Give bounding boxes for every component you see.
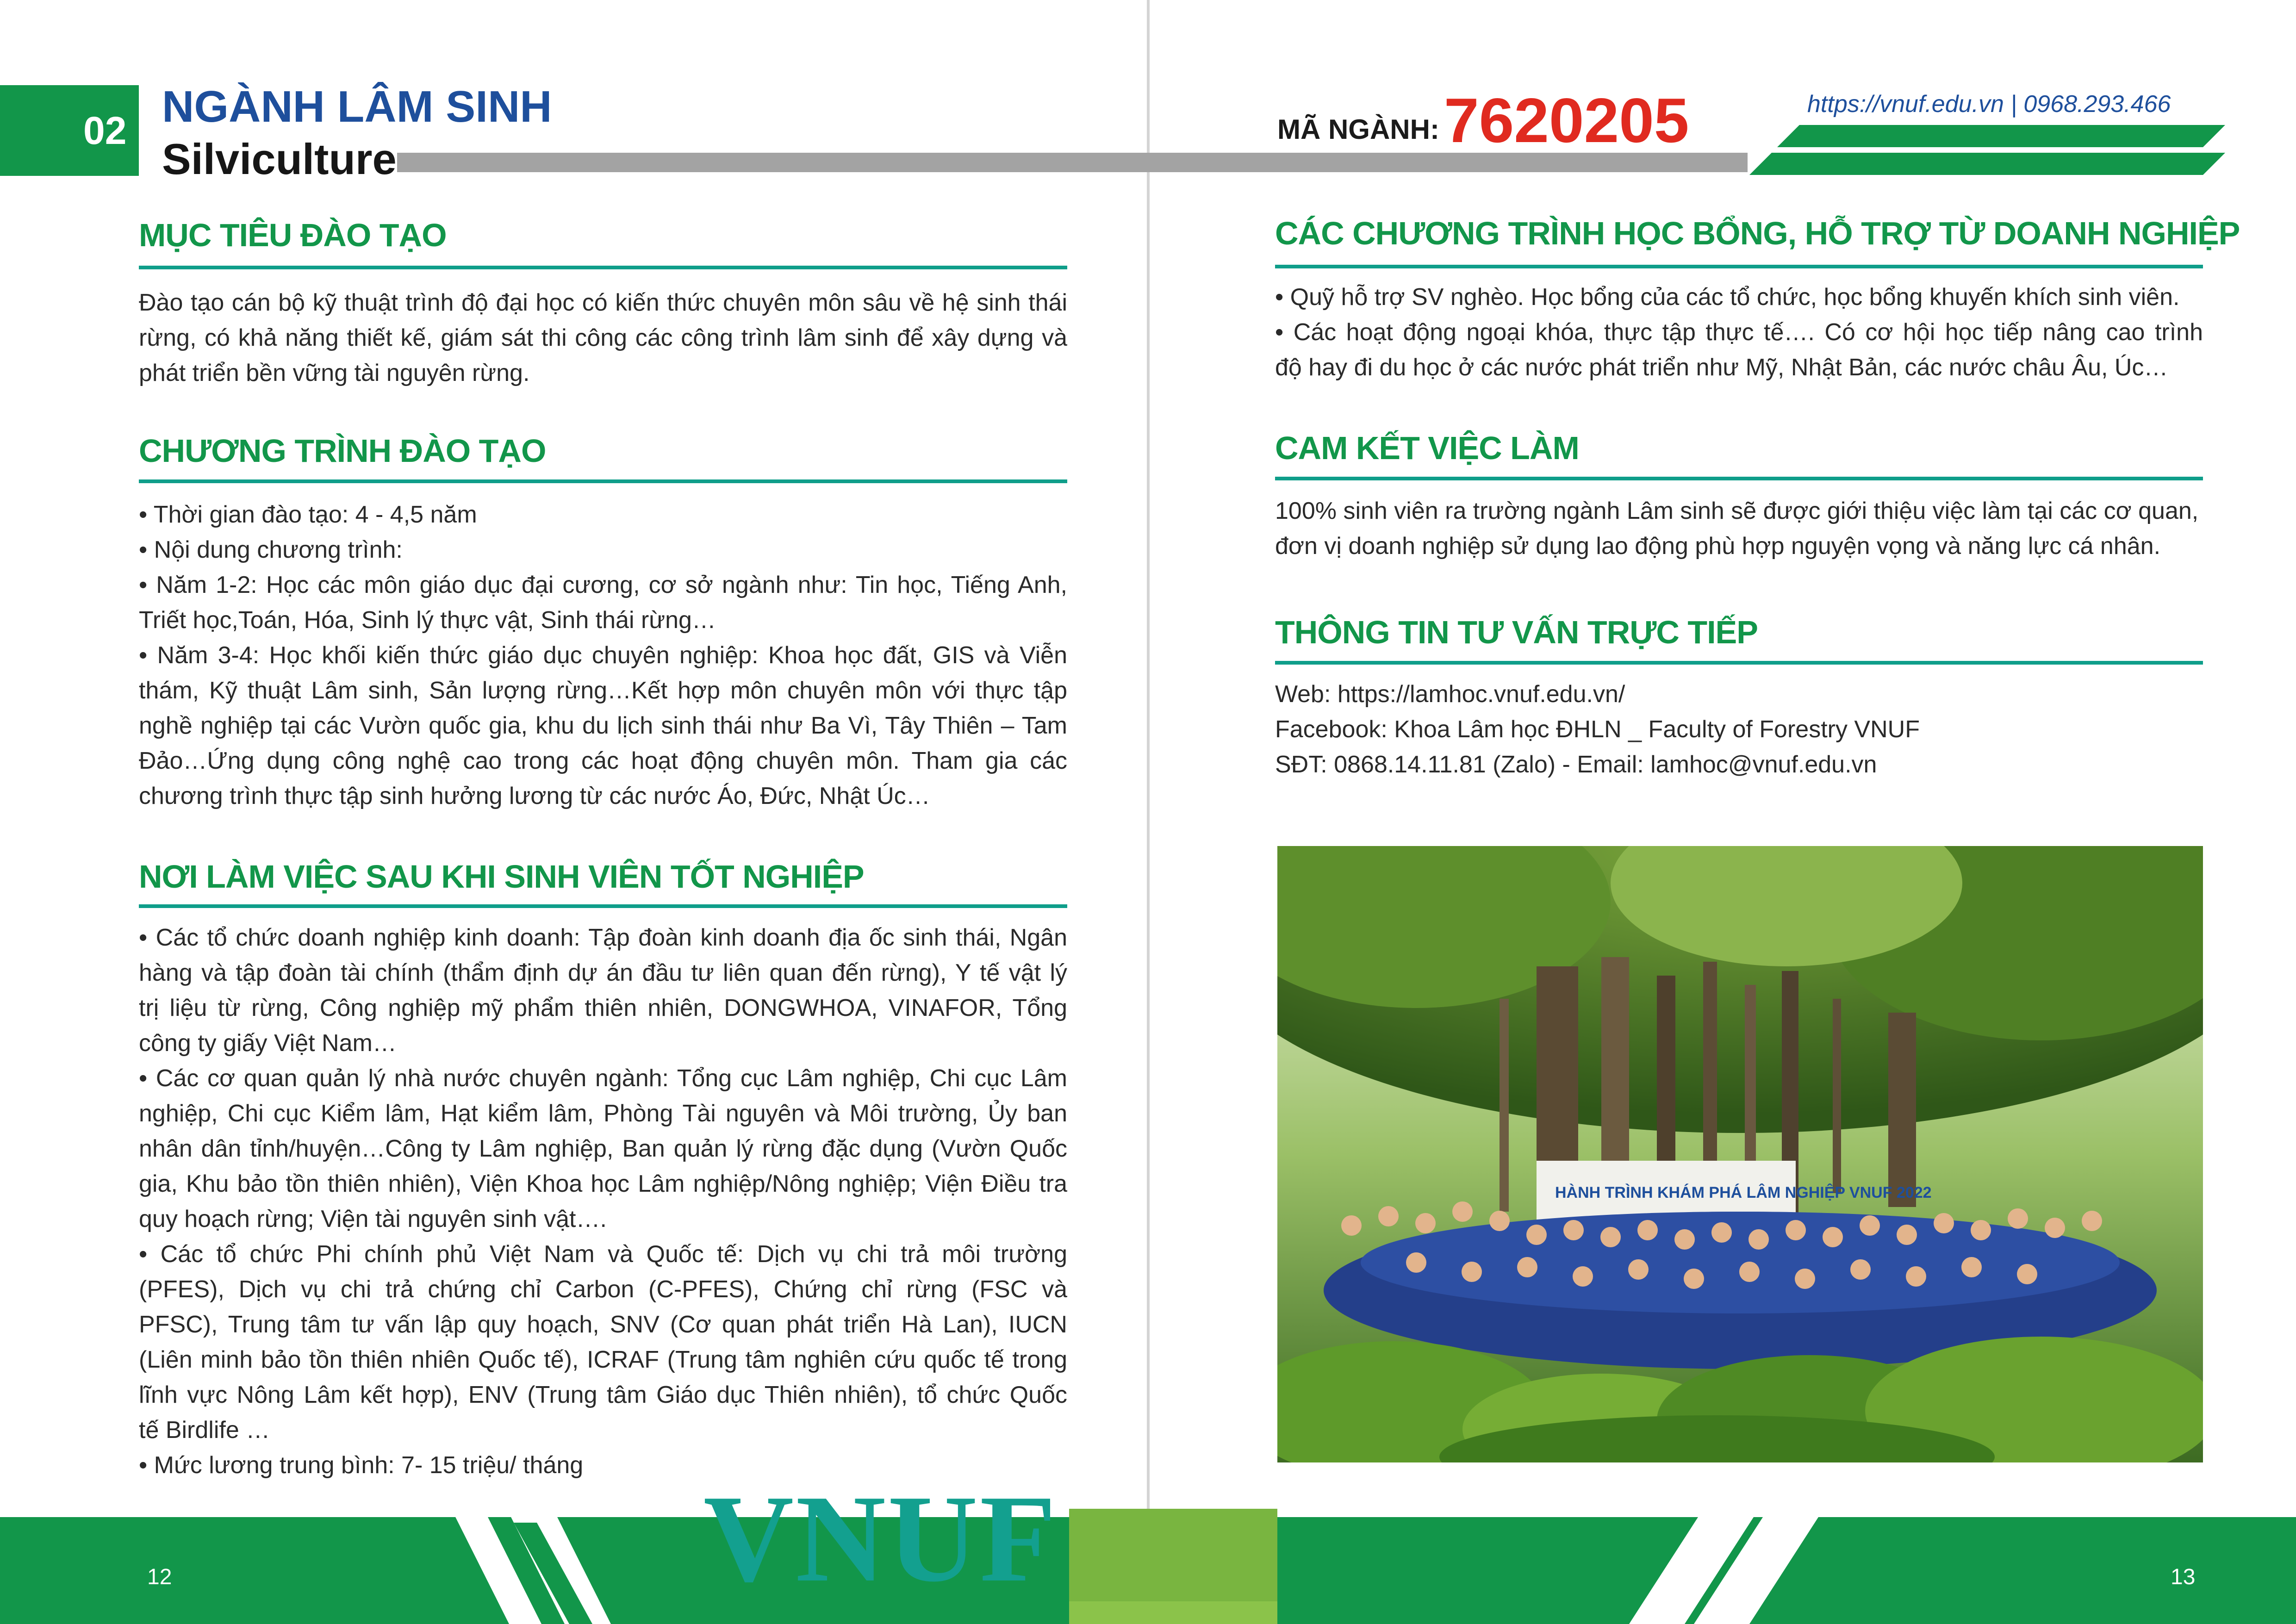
program-line: • Năm 1-2: Học các môn giáo dục đại cương, cơ sở ngành như: Tin học, Tiếng Anh, (139, 572, 1067, 598)
footer-chevrons-right (1574, 1495, 1842, 1624)
footer-band-center-strip (1069, 1601, 1277, 1624)
scholarships-list (1275, 280, 2203, 385)
photo-banner-text: HÀNH TRÌNH KHÁM PHÁ LÂM NGHIỆP VNUF 2022 (1555, 1184, 1932, 1201)
program-line: nghề nghiệp tại các Vườn quốc gia, khu du lịch sinh thái như Ba Vì, Tây Thiên – Tam (139, 712, 1067, 739)
section-rule (1275, 661, 2203, 665)
section-rule (139, 266, 1067, 269)
workplaces-line: nhân dân tỉnh/huyện…Công ty Lâm nghiệp, Ban quản lý rừng đặc dụng (Vườn Quốc (139, 1135, 1067, 1162)
page-spine (1147, 0, 1150, 1624)
objectives-text: Đào tạo cán bộ kỹ thuật trình độ đại học có kiến thức chuyên môn sâu về hệ sinh thái rừng, có khả năng thiết kế, giám sát thi công các công trình lâm sinh để xây dựng và phát triển bền vững tài nguyên rừng. (139, 289, 1067, 386)
workplaces-line: tế Birdlife … (139, 1417, 270, 1444)
workplaces-list (139, 920, 1067, 1483)
section-title-workplaces: NƠI LÀM VIỆC SAU KHI SINH VIÊN TỐT NGHIỆP (139, 859, 864, 895)
group-photo (1277, 846, 2203, 1462)
group-photo-illustration (1277, 846, 2203, 1462)
section-title-scholarships: CÁC CHƯƠNG TRÌNH HỌC BỔNG, HỖ TRỢ TỪ DOANH NGHIỆP (1275, 215, 2240, 251)
scholarships-line: • Quỹ hỗ trợ SV nghèo. Học bổng của các tổ chức, học bổng khuyến khích sinh viên. (1275, 284, 2180, 311)
section-rule (1275, 265, 2203, 268)
program-line: • Năm 3-4: Học khối kiến thức giáo dục chuyên nghiệp: Khoa học đất, GIS và Viễn (139, 642, 1067, 669)
section-number: 02 (83, 109, 127, 152)
section-number-badge (0, 85, 139, 176)
workplaces-line: trị liệu từ rừng, Công nghiệp mỹ phẩm thiên nhiên, DONGWHOA, VINAFOR, Tổng (139, 995, 1067, 1021)
workplaces-line: (Liên minh bảo tồn thiên nhiên Quốc tế), ICRAF (Trung tâm nghiên cứu quốc tế trong (139, 1346, 1067, 1373)
workplaces-line: công ty giấy Việt Nam… (139, 1030, 397, 1057)
contact-facebook[interactable]: Facebook: Khoa Lâm học ĐHLN _ Faculty of Forestry VNUF (1275, 716, 1920, 743)
program-list (139, 497, 1067, 814)
header-contact[interactable]: https://vnuf.edu.vn | 0968.293.466 (1807, 91, 2171, 118)
workplaces-line: gia, Khu bảo tồn thiên nhiên), Viện Khoa học Lâm nghiệp/Nông nghiệp; Viện Điều tra (139, 1170, 1067, 1197)
major-title-vietnamese: NGÀNH LÂM SINH (162, 82, 552, 131)
workplaces-line: • Các cơ quan quản lý nhà nước chuyên ngành: Tổng cục Lâm nghiệp, Chi cục Lâm (139, 1065, 1067, 1092)
workplaces-line: • Mức lương trung bình: 7- 15 triệu/ tháng (139, 1452, 584, 1479)
workplaces-line: • Các tổ chức doanh nghiệp kinh doanh: Tập đoàn kinh doanh địa ốc sinh thái, Ngân (139, 924, 1067, 951)
header-stripe-top (1777, 125, 2225, 147)
header-stripe-bottom (1749, 153, 2225, 175)
workplaces-line: hàng và tập đoàn tài chính (thẩm định dự án đầu tư liên quan đến rừng), Y tế vật lý (139, 959, 1067, 986)
workplaces-line: quy hoạch rừng; Viện tài nguyên sinh vật…. (139, 1206, 607, 1232)
program-line: Đảo…Ứng dụng công nghệ cao trong các hoạt động chuyên môn. Tham gia các (139, 747, 1067, 774)
page-number-right: 13 (2171, 1565, 2196, 1589)
contact-phone-email[interactable]: SĐT: 0868.14.11.81 (Zalo) - Email: lamhoc@vnuf.edu.vn (1275, 751, 1877, 778)
employment-line: 100% sinh viên ra trường ngành Lâm sinh sẽ được giới thiệu việc làm tại các cơ quan, (1275, 498, 2199, 524)
scholarships-line: • Các hoạt động ngoại khóa, thực tập thực tế…. Có cơ hội học tiếp nâng cao trình (1275, 319, 2203, 346)
section-title-contact: THÔNG TIN TƯ VẤN TRỰC TIẾP (1275, 614, 1758, 650)
section-rule (139, 479, 1067, 483)
employment-line: đơn vị doanh nghiệp sử dụng lao động phù hợp nguyện vọng và năng lực cá nhân. (1275, 533, 2161, 560)
employment-text (1275, 493, 2203, 564)
program-line: thám, Kỹ thuật Lâm sinh, Sản lượng rừng…Kết hợp môn chuyên môn với thực tập (139, 677, 1067, 704)
contact-web[interactable]: Web: https://lamhoc.vnuf.edu.vn/ (1275, 681, 1625, 708)
major-title-english: Silviculture (162, 135, 397, 183)
scholarships-line: độ hay đi du học ở các nước phát triển như Mỹ, Nhật Bản, các nước châu Âu, Úc… (1275, 354, 2168, 381)
section-title-employment: CAM KẾT VIỆC LÀM (1275, 430, 1579, 466)
section-rule (1275, 477, 2203, 480)
workplaces-line: PFSC), Trung tâm tư vấn lập quy hoạch, SNV (Cơ quan phát triển Hà Lan), IUCN (139, 1311, 1067, 1338)
workplaces-line: (PFES), Dịch vụ chi trả chứng chỉ Carbon (C-PFES), Chứng chỉ rừng (FSC và (139, 1276, 1067, 1303)
program-line: • Nội dung chương trình: (139, 536, 403, 563)
section-title-objectives: MỤC TIÊU ĐÀO TẠO (139, 217, 447, 253)
workplaces-line: nghiệp, Chi cục Kiểm lâm, Hạt kiểm lâm, Phòng Tài nguyên và Môi trường, Ủy ban (139, 1100, 1067, 1127)
section-rule (139, 904, 1067, 908)
major-code-value: 7620205 (1444, 85, 1689, 156)
program-line: chương trình thực tập sinh hưởng lương từ các nước Áo, Đức, Nhật Úc… (139, 783, 930, 809)
footer-chevrons-left (444, 1495, 703, 1624)
program-line: • Thời gian đào tạo: 4 - 4,5 năm (139, 501, 477, 528)
workplaces-line: lĩnh vực Nông Lâm kết hợp), ENV (Trung tâm Giáo dục Thiên nhiên), tổ chức Quốc (139, 1381, 1067, 1408)
major-code-label: MÃ NGÀNH: (1277, 114, 1439, 145)
program-line: Triết học,Toán, Hóa, Sinh lý thực vật, Sinh thái rừng… (139, 607, 716, 634)
workplaces-line: • Các tổ chức Phi chính phủ Việt Nam và Quốc tế: Dịch vụ chi trả môi trường (139, 1241, 1067, 1268)
vnuf-logo: VNUF (703, 1469, 1058, 1608)
section-title-program: CHƯƠNG TRÌNH ĐÀO TẠO (139, 433, 546, 469)
page-number-left: 12 (147, 1565, 172, 1589)
contact-list (1275, 677, 2203, 782)
